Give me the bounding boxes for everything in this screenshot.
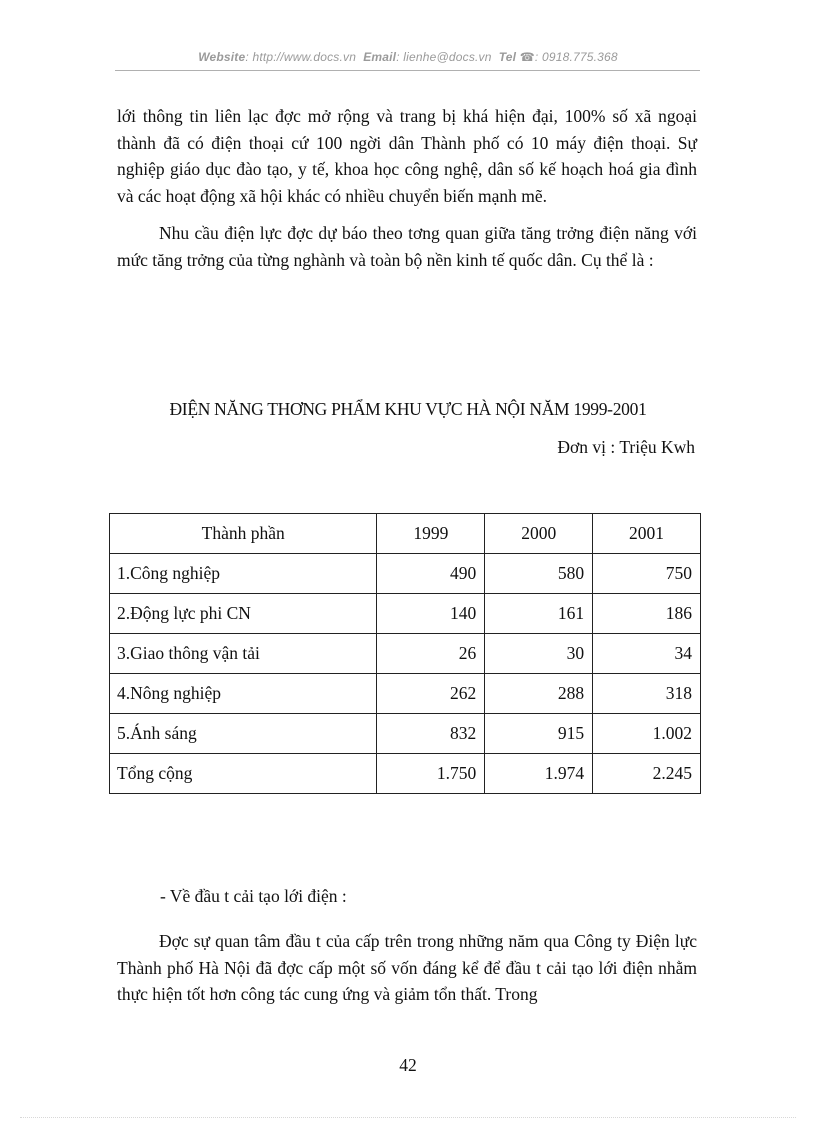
table-cell: 161 [485, 594, 593, 634]
data-table [109, 513, 701, 794]
table-cell: 490 [377, 554, 485, 594]
paragraph-2: Nhu cầu điện lực đợc dự báo theo tơng quan giữa tăng trởng điện năng với mức tăng trởng của từng nghành và toàn bộ nền kinh tế quốc dân. Cụ thể là : [117, 223, 697, 270]
table-cell: 288 [485, 674, 593, 714]
table-total-row [110, 754, 701, 794]
table-row [110, 554, 701, 594]
header-cell: Thành phần [110, 514, 377, 554]
table-cell: 832 [377, 714, 485, 754]
table-cell: 186 [593, 594, 701, 634]
row-label: 5.Ánh sáng [110, 714, 377, 754]
page-header [0, 50, 816, 64]
footer-divider [20, 1117, 796, 1118]
unit-label: Đơn vị : Triệu Kwh [557, 437, 695, 457]
table-cell: 915 [485, 714, 593, 754]
row-label: 4.Nông nghiệp [110, 674, 377, 714]
table-cell: 2.245 [593, 754, 701, 794]
row-label: Tổng cộng [110, 754, 377, 794]
section-heading: - Về đầu t cải tạo lới điện : [160, 886, 347, 906]
row-label: 3.Giao thông vận tải [110, 634, 377, 674]
table-cell: 750 [593, 554, 701, 594]
table-cell: 26 [377, 634, 485, 674]
table-header-row [110, 514, 701, 554]
table-cell: 1.002 [593, 714, 701, 754]
table-cell: 1.974 [485, 754, 593, 794]
email-label: Email [363, 50, 397, 64]
paragraph-3: Đợc sự quan tâm đầu t của cấp trên trong những năm qua Công ty Điện lực Thành phố Hà Nội đã đợc cấp một số vốn đáng kể để đầu t cải tạo lới điện nhằm thực hiện tốt hơn công tác cung ứng và giảm tổn thất. Trong [117, 931, 697, 1004]
header-divider [115, 70, 700, 71]
table-row [110, 634, 701, 674]
row-label: 1.Công nghiệp [110, 554, 377, 594]
phone-icon: ☎ [519, 50, 535, 64]
table-cell: 318 [593, 674, 701, 714]
paragraph-1: lới thông tin liên lạc đợc mở rộng và trang bị khá hiện đại, 100% số xã ngoại thành đã có điện thoại cứ 100 ngời dân Thành phố có 10 máy điện thoại. Sự nghiệp giáo dục đào tạo, y tế, khoa học công nghệ, dân số kế hoạch hoá gia đình và các hoạt động xã hội khác có nhiều chuyển biến mạnh mẽ. [117, 106, 697, 206]
table-cell: 140 [377, 594, 485, 634]
email-address[interactable]: : lienhe@docs.vn [396, 50, 492, 64]
table-row [110, 714, 701, 754]
table-cell: 30 [485, 634, 593, 674]
table-cell: 580 [485, 554, 593, 594]
row-label: 2.Động lực phi CN [110, 594, 377, 634]
table-row [110, 674, 701, 714]
tel-label: Tel [498, 50, 517, 64]
table-cell: 1.750 [377, 754, 485, 794]
tel-number: : 0918.775.368 [534, 50, 618, 64]
header-cell: 1999 [377, 514, 485, 554]
table-row [110, 594, 701, 634]
website-url[interactable]: : http://www.docs.vn [245, 50, 357, 64]
website-label: Website [198, 50, 246, 64]
table-cell: 34 [593, 634, 701, 674]
table-cell: 262 [377, 674, 485, 714]
header-cell: 2001 [593, 514, 701, 554]
table-title: ĐIỆN NĂNG THƠNG PHẨM KHU VỰC HÀ NỘI NĂM 1999-2001 [169, 399, 647, 419]
page-number: 42 [399, 1055, 417, 1075]
header-cell: 2000 [485, 514, 593, 554]
